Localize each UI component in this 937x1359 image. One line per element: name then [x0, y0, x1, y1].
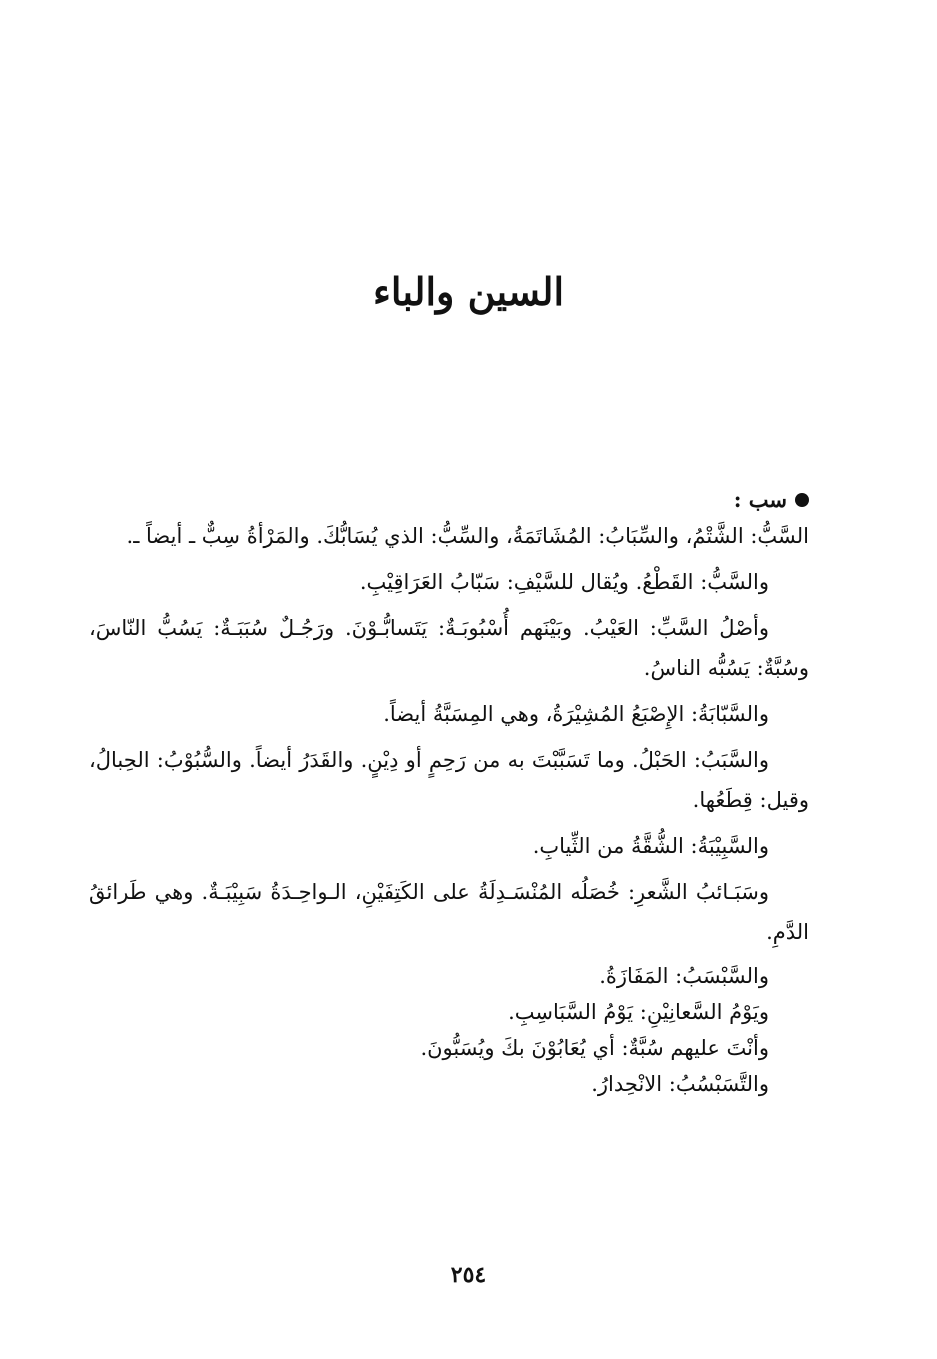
entry-heading	[89, 484, 809, 516]
entry-paragraph: والسَّبَبُ: الحَبْلُ. وما تَسَبَّبْتَ به من رَحِمٍ أو دِيْنٍ. والقَدَرُ أيضاً. والسُّبُوْبُ: الحِبالُ، وقيل: قِطَعُها.	[89, 748, 809, 812]
entry-paragraph: والسَّبِيْبَةُ: الشُّقَّةُ من الثِّيابِ.	[532, 834, 769, 858]
bullet-icon	[795, 493, 809, 507]
entry-root: سب :	[733, 487, 787, 512]
entry-line: والسَّبْسَبُ: المَفَازَةُ.	[599, 964, 769, 988]
entry-line: ويَوْمُ السَّعانِيْنِ: يَوْمُ السَّبَاسِبِ.	[508, 1000, 769, 1024]
entry-paragraph: والسَّبّابَةُ: الإِصْبَعُ المُشِيْرَةُ، وهي المِسَبَّةُ أيضاً.	[383, 702, 769, 726]
entry-line: وأنْتَ عليهم سُبَّةٌ: أي يُعَابُوْنَ بكَ ويُسَبُّونَ.	[420, 1036, 769, 1060]
page-number: ٢٥٤	[450, 1262, 487, 1288]
entry-paragraph: والسَّبُّ: القَطْعُ. ويُقال للسَّيْفِ: سَبّابُ العَرَاقِيْبِ.	[359, 570, 769, 594]
entry-paragraph: السَّبُّ: الشَّتْمُ، والسِّبَابُ: المُشَاتَمَةُ، والسِّبُّ: الذي يُسَابُّكَ. والمَرْأةُ سِبٌّ ـ أيضاً ـ.	[126, 524, 809, 548]
entry-line: والتَّسَبْسُبُ: الانْحِدارُ.	[591, 1072, 769, 1096]
entry-paragraph: وسَبَـائبُ الشَّعرِ: خُصَلُه المُنْسَـدِلَةُ على الكَتِفَيْنِ، الـواحِـدَةُ سَبِيْبَـةٌ. وهي طَرائقُ الدَّمِ.	[89, 880, 809, 944]
entry-block	[89, 484, 809, 1102]
chapter-title: السين والباء	[372, 269, 565, 314]
entry-paragraph: وأصْلُ السَّبِّ: العَيْبُ. وبَيْنَهم أُسْبُوبَـةٌ: يَتَسابُّـوْنَ. ورَجُـلٌ سُبَبَـةٌ: يَسُبُّ النّاسَ، وسُبَّةٌ: يَسُبُّه الناسُ.	[89, 616, 809, 680]
